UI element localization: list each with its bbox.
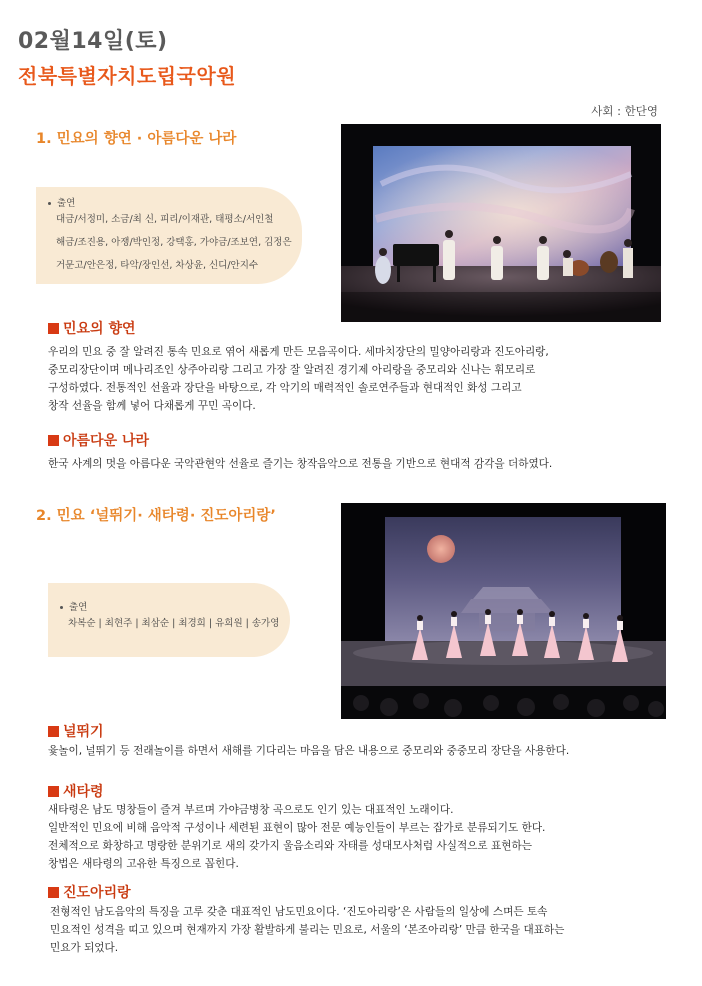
orchestra-stage-photo bbox=[341, 124, 661, 322]
venue-title: 전북특별자치도립국악원 bbox=[18, 64, 237, 88]
square-bullet-icon bbox=[48, 726, 59, 737]
section2-cast-box bbox=[48, 583, 290, 657]
neolttwigi-description bbox=[48, 742, 569, 760]
cast-line: 해금/조진용, 아쟁/박인정, 강택홍, 가야금/조보연, 김정은 bbox=[56, 237, 292, 248]
areumdaun-nara-description bbox=[48, 455, 552, 473]
text-line: 민요가 되었다. bbox=[50, 942, 119, 954]
section1-cast-label: 출연 bbox=[48, 195, 75, 209]
program-date: 02월14일(토) bbox=[18, 29, 168, 54]
square-bullet-icon bbox=[48, 435, 59, 446]
minyo-hyangyeon-description bbox=[48, 343, 549, 415]
text-line: 일반적인 민요에 비해 음악적 구성이나 세련된 표현이 많아 전문 예능인들이 부르는 잡가로 분류되기도 한다. bbox=[48, 822, 546, 834]
text-line: 우리의 민요 중 잘 알려진 통속 민요로 엮어 새롭게 만든 모음곡이다. 세마치장단의 밀양아리랑과 진도아리랑, bbox=[48, 346, 549, 358]
text-line: 전체적으로 화창하고 명랑한 분위기로 새의 갖가지 울음소리와 자태를 성대모사처럼 사실적으로 표현하는 bbox=[48, 840, 532, 852]
subsection-title-saetaryeong: 새타령 bbox=[48, 781, 104, 801]
subsection-title-jindo-arirang: 진도아리랑 bbox=[48, 882, 131, 902]
bullet-icon bbox=[48, 202, 51, 205]
saetaryeong-description bbox=[48, 801, 545, 873]
section1-title: 1. 민요의 향연 · 아름다운 나라 bbox=[36, 131, 237, 147]
text-line: 창법은 새타령의 고유한 특징으로 꼽힌다. bbox=[48, 858, 239, 870]
text-line: 한국 사계의 멋을 아름다운 국악관현악 선율로 즐기는 창작음악으로 전통을 기반으로 현대적 감각을 더하였다. bbox=[48, 458, 553, 470]
section2-cast-list bbox=[68, 612, 279, 635]
text-line: 전형적인 남도음악의 특징을 고루 갖춘 대표적인 남도민요이다. ‘진도아리랑’은 사람들의 일상에 스며든 토속 bbox=[50, 906, 548, 918]
section2-cast-label: 출연 bbox=[60, 599, 87, 613]
section1-cast-list bbox=[56, 208, 292, 277]
host-credit: 사회 : 한단영 bbox=[591, 104, 658, 118]
cast-line: 거문고/안은정, 타악/장인선, 차상윤, 신디/안지수 bbox=[56, 260, 259, 271]
cast-line: 차복순 | 최현주 | 최삼순 | 최경희 | 유희원 | 송가영 bbox=[68, 618, 280, 629]
jindo-arirang-description bbox=[50, 903, 564, 957]
text-line: 민요적인 성격을 띠고 있으며 현재까지 가장 활발하게 불리는 민요로, 서울의 ‘본조아리랑’ 만큼 한국을 대표하는 bbox=[50, 924, 565, 936]
cast-line: 대금/서정미, 소금/최 신, 피리/이재관, 태평소/서인철 bbox=[56, 214, 274, 225]
square-bullet-icon bbox=[48, 887, 59, 898]
section2-title: 2. 민요 ‘널뛰기· 새타령· 진도아리랑’ bbox=[36, 508, 276, 524]
text-line: 새타령은 남도 명창들이 즐겨 부르며 가야금병창 곡으로도 인기 있는 대표적인 노래이다. bbox=[48, 804, 454, 816]
section1-cast-box bbox=[36, 187, 302, 284]
text-line: 윷놀이, 널뛰기 등 전래놀이를 하면서 새해를 기다리는 마음을 담은 내용으로 중모리와 중중모리 장단을 사용한다. bbox=[48, 745, 570, 757]
text-line: 구성하였다. 전통적인 선율과 장단을 바탕으로, 각 악기의 매력적인 솔로연주들과 현대적인 화성 그리고 bbox=[48, 382, 522, 394]
subsection-title-minyo-hyangyeon: 민요의 향연 bbox=[48, 318, 136, 338]
square-bullet-icon bbox=[48, 323, 59, 334]
square-bullet-icon bbox=[48, 786, 59, 797]
text-line: 창작 선율을 함께 넣어 다채롭게 꾸민 곡이다. bbox=[48, 400, 256, 412]
text-line: 중모리장단이며 메나리조인 상주아리랑 그리고 가장 잘 알려진 경기제 아리랑을 중모리와 신나는 휘모리로 bbox=[48, 364, 536, 376]
dancers-stage-photo bbox=[341, 503, 666, 719]
bullet-icon bbox=[60, 606, 63, 609]
dancers-stage-image bbox=[341, 503, 666, 719]
orchestra-stage-image bbox=[341, 124, 661, 322]
subsection-title-areumdaun-nara: 아름다운 나라 bbox=[48, 430, 149, 450]
subsection-title-neolttwigi: 널뛰기 bbox=[48, 721, 104, 741]
